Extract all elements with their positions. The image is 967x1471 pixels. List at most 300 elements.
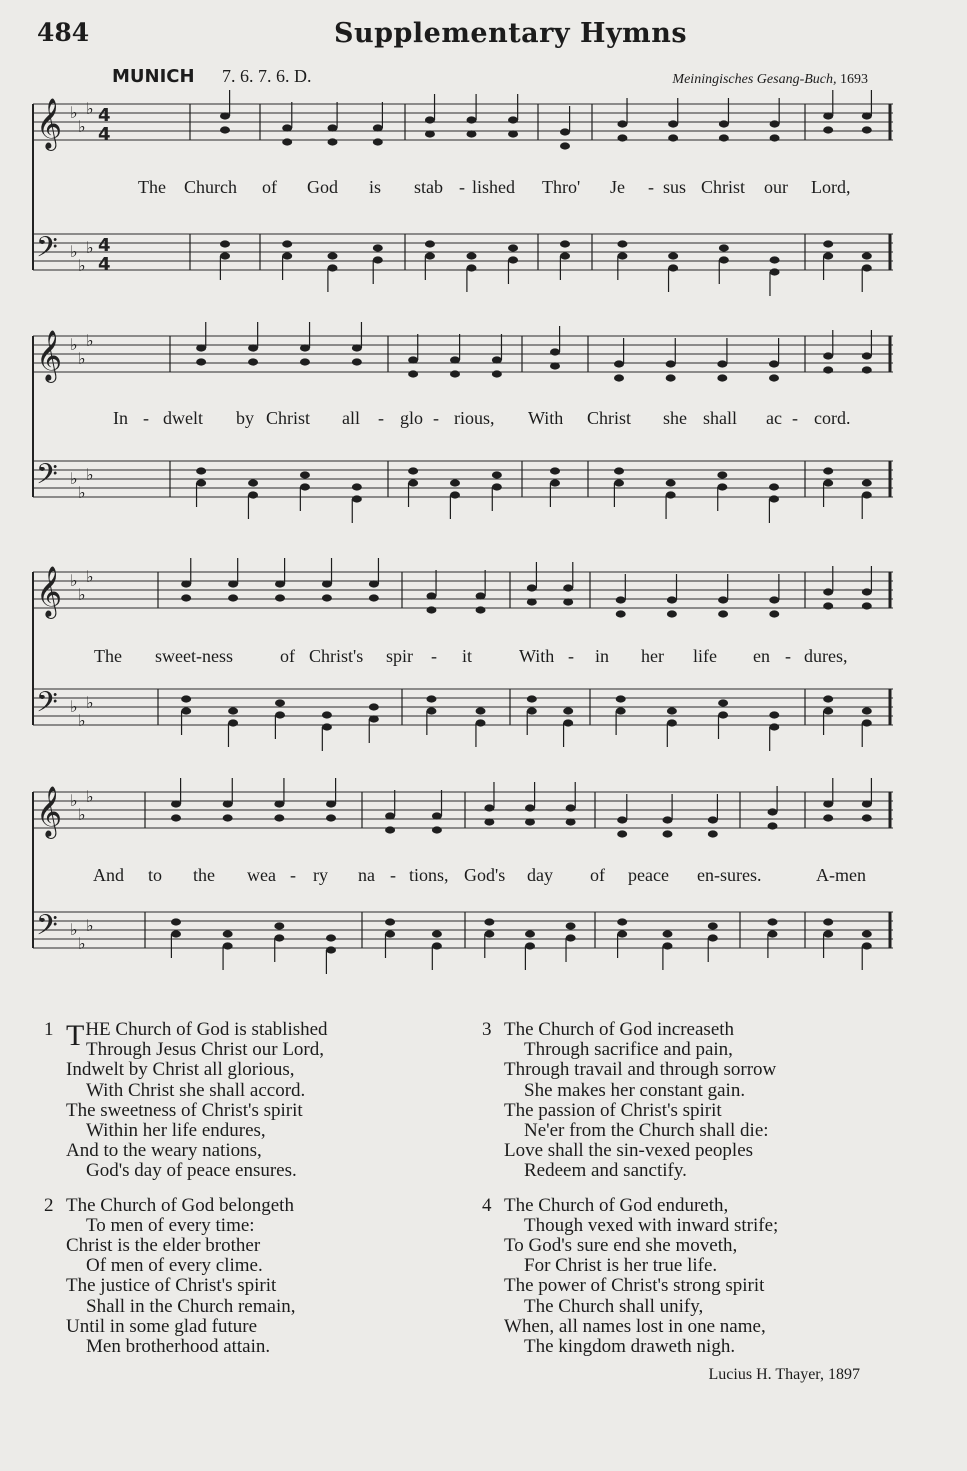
notehead	[426, 606, 436, 613]
notehead	[408, 467, 418, 474]
lyric-syllable: With	[519, 646, 555, 666]
notehead	[450, 491, 460, 498]
notehead	[425, 240, 435, 247]
flat-sign: ♭	[78, 117, 86, 136]
notehead	[220, 112, 230, 119]
notehead	[373, 138, 383, 145]
notehead	[769, 711, 779, 718]
notehead	[385, 918, 395, 925]
notehead	[770, 134, 780, 141]
verse-line: Though vexed with inward strife;	[524, 1214, 779, 1236]
notehead	[282, 252, 292, 259]
notehead	[196, 479, 206, 486]
verse-line: Ne'er from the Church shall die:	[524, 1120, 769, 1142]
verse-line: Until in some glad future	[66, 1315, 258, 1337]
lyric-hyphen: -	[143, 408, 149, 428]
notehead	[171, 800, 181, 807]
notehead	[508, 256, 518, 263]
time-signature-bottom: 4	[98, 254, 111, 275]
lyric-line-3	[0, 646, 967, 670]
flat-sign: ♭	[86, 916, 94, 935]
notehead	[322, 580, 332, 587]
verse-line: Redeem and sanctify.	[524, 1160, 687, 1182]
notehead	[228, 707, 238, 714]
notehead	[769, 610, 779, 617]
notehead	[823, 352, 833, 359]
lyric-syllable: The	[138, 177, 166, 197]
notehead	[718, 711, 728, 718]
notehead	[862, 352, 872, 359]
notehead	[171, 814, 181, 821]
notehead	[823, 707, 833, 714]
notehead	[719, 120, 729, 127]
lyric-syllable: stab	[414, 177, 443, 197]
lyric-syllable: rious,	[454, 408, 495, 428]
lyric-syllable: sweet-ness	[155, 646, 233, 666]
flat-sign: ♭	[70, 791, 78, 810]
notehead	[275, 699, 285, 706]
lyric-hyphen: -	[785, 646, 791, 666]
notehead	[768, 808, 778, 815]
notehead	[668, 252, 678, 259]
notehead	[181, 695, 191, 702]
notehead	[322, 594, 332, 601]
notehead	[228, 719, 238, 726]
notehead	[667, 610, 677, 617]
lyric-syllable: ac	[766, 408, 782, 428]
notehead	[823, 126, 833, 133]
notehead	[550, 479, 560, 486]
notehead	[484, 818, 494, 825]
notehead	[862, 112, 872, 119]
verse-2	[44, 1194, 466, 1358]
notehead	[823, 918, 833, 925]
notehead	[527, 584, 537, 591]
lyric-syllable: Christ's	[309, 646, 364, 666]
verse-line: Men brotherhood attain.	[86, 1336, 271, 1358]
notehead	[385, 812, 395, 819]
notehead	[328, 264, 338, 271]
notehead	[666, 360, 676, 367]
notehead	[484, 804, 494, 811]
notehead	[862, 800, 872, 807]
tune-source-year: 1693	[840, 72, 868, 87]
verse-line: The Church of God endureth,	[504, 1194, 729, 1216]
notehead	[373, 244, 383, 251]
verse-line: And to the weary nations,	[66, 1140, 262, 1162]
notehead	[352, 483, 362, 490]
flat-sign: ♭	[86, 567, 94, 586]
notehead	[408, 356, 418, 363]
lyric-syllable: is	[369, 177, 382, 197]
notehead	[862, 814, 872, 821]
verse-line: With Christ she shall accord.	[86, 1079, 306, 1101]
lyric-syllable: ry	[313, 865, 328, 885]
verse-line: The Church of God increaseth	[504, 1019, 735, 1040]
notehead	[560, 240, 570, 247]
author-name: Lucius H. Thayer,	[708, 1366, 824, 1383]
notehead	[862, 719, 872, 726]
notehead	[563, 707, 573, 714]
tune-meter: 7. 6. 7. 6. D.	[222, 66, 312, 86]
verse-line: Through travail and through sorrow	[504, 1059, 777, 1081]
notehead	[823, 930, 833, 937]
bass-clef: 𝄢	[36, 686, 58, 726]
lyric-line-4	[0, 865, 967, 889]
verse-line: Through sacrifice and pain,	[524, 1039, 733, 1061]
notehead	[492, 471, 502, 478]
notehead	[425, 116, 435, 123]
notehead	[369, 580, 379, 587]
notehead	[525, 818, 535, 825]
lyric-syllable: the	[193, 865, 215, 885]
notehead	[566, 922, 576, 929]
verse-line: Love shall the sin-vexed peoples	[504, 1140, 754, 1162]
flat-sign: ♭	[70, 920, 78, 939]
lyric-syllable: our	[764, 177, 788, 197]
notehead	[248, 358, 258, 365]
notehead	[432, 930, 442, 937]
notehead	[300, 483, 310, 490]
notehead	[823, 800, 833, 807]
lyric-syllable: day	[527, 865, 553, 885]
notehead	[560, 142, 570, 149]
notehead	[476, 606, 486, 613]
notehead	[616, 695, 626, 702]
notehead	[614, 479, 624, 486]
lyric-syllable: Christ	[701, 177, 746, 197]
flat-sign: ♭	[78, 934, 86, 953]
verse-line: The Church of God belongeth	[66, 1194, 294, 1216]
notehead	[196, 467, 206, 474]
notehead	[617, 252, 627, 259]
notehead	[768, 930, 778, 937]
notehead	[617, 134, 627, 141]
verse-line: God's day of peace ensures.	[86, 1160, 297, 1182]
verse-line: Through Jesus Christ our Lord,	[86, 1039, 325, 1061]
notehead	[708, 830, 718, 837]
lyric-syllable: Christ	[266, 408, 311, 428]
notehead	[663, 816, 673, 823]
notehead	[708, 816, 718, 823]
notehead	[614, 360, 624, 367]
notehead	[328, 124, 338, 131]
tune-name: MUNICH	[112, 66, 195, 87]
lyric-syllable: And	[93, 865, 124, 885]
verse-line: To men of every time:	[86, 1214, 255, 1236]
flat-sign: ♭	[86, 331, 94, 350]
notehead	[823, 814, 833, 821]
running-title: Supplementary Hymns	[334, 18, 688, 49]
notehead	[717, 374, 727, 381]
lyric-syllable: God's	[464, 865, 506, 885]
notehead	[862, 930, 872, 937]
flat-sign: ♭	[86, 787, 94, 806]
time-signature-top: 4	[98, 235, 111, 256]
notehead	[274, 934, 284, 941]
notehead	[666, 479, 676, 486]
lyric-syllable: dwelt	[163, 408, 203, 428]
notehead	[663, 930, 673, 937]
notehead	[467, 130, 477, 137]
notehead	[326, 800, 336, 807]
flat-sign: ♭	[86, 693, 94, 712]
page-number: 484	[37, 18, 90, 47]
notehead	[274, 922, 284, 929]
verse-line: Shall in the Church remain,	[86, 1295, 296, 1317]
notehead	[275, 594, 285, 601]
lyric-hyphen: -	[459, 177, 465, 197]
notehead	[560, 252, 570, 259]
verse-line: Of men of every clime.	[86, 1255, 263, 1277]
notehead	[667, 596, 677, 603]
lyric-syllable: sus	[663, 177, 687, 197]
verse-number: 1	[44, 1019, 54, 1040]
flat-sign: ♭	[70, 469, 78, 488]
notehead	[823, 240, 833, 247]
notehead	[527, 707, 537, 714]
notehead	[220, 126, 230, 133]
notehead	[666, 491, 676, 498]
notehead	[617, 816, 627, 823]
lyric-syllable: of	[280, 646, 295, 666]
notehead	[484, 918, 494, 925]
lyric-hyphen: -	[390, 865, 396, 885]
lyric-syllable: glo	[400, 408, 424, 428]
lyric-syllable: all	[342, 408, 360, 428]
flat-sign: ♭	[70, 335, 78, 354]
notehead	[769, 360, 779, 367]
notehead	[508, 130, 518, 137]
notehead	[223, 930, 233, 937]
notehead	[862, 491, 872, 498]
lyric-syllable: by	[236, 408, 254, 428]
notehead	[300, 344, 310, 351]
flat-sign: ♭	[78, 483, 86, 502]
verse-line: Indwelt by Christ all glorious,	[66, 1059, 295, 1081]
lyric-syllable: it	[462, 646, 473, 666]
notehead	[823, 588, 833, 595]
notehead	[181, 594, 191, 601]
lyric-hyphen: -	[378, 408, 384, 428]
notehead	[328, 138, 338, 145]
notehead	[476, 592, 486, 599]
notehead	[768, 918, 778, 925]
notehead	[617, 930, 627, 937]
notehead	[492, 370, 502, 377]
notehead	[563, 584, 573, 591]
notehead	[862, 264, 872, 271]
notehead	[171, 918, 181, 925]
verse-number: 4	[482, 1194, 492, 1216]
notehead	[508, 116, 518, 123]
notehead	[862, 366, 872, 373]
verse-line: The kingdom draweth nigh.	[524, 1336, 736, 1358]
notehead	[282, 124, 292, 131]
verse-line: Within her life endures,	[86, 1120, 266, 1142]
verse-line: The passion of Christ's spirit	[504, 1099, 722, 1121]
notehead	[326, 814, 336, 821]
notehead	[425, 252, 435, 259]
notehead	[385, 826, 395, 833]
lyric-syllable: God	[307, 177, 338, 197]
notehead	[823, 695, 833, 702]
notehead	[223, 942, 233, 949]
notehead	[426, 592, 436, 599]
treble-clef: 𝄞	[36, 98, 63, 149]
notehead	[668, 120, 678, 127]
notehead	[228, 580, 238, 587]
notehead	[527, 598, 537, 605]
notehead	[373, 256, 383, 263]
notehead	[484, 930, 494, 937]
lyric-syllable: peace	[628, 865, 669, 885]
time-signature-bottom: 4	[98, 124, 111, 145]
notehead	[328, 252, 338, 259]
notehead	[196, 358, 206, 365]
notehead	[220, 252, 230, 259]
notehead	[663, 942, 673, 949]
lyric-syllable: Lord,	[811, 177, 851, 197]
notehead	[300, 471, 310, 478]
notehead	[322, 711, 332, 718]
notehead	[718, 699, 728, 706]
notehead	[614, 374, 624, 381]
notehead	[274, 800, 284, 807]
verse-line: When, all names lost in one name,	[504, 1315, 766, 1337]
author-year: 1897	[828, 1366, 860, 1383]
notehead	[282, 240, 292, 247]
flat-sign: ♭	[70, 571, 78, 590]
notehead	[450, 356, 460, 363]
notehead	[770, 256, 780, 263]
notehead	[823, 479, 833, 486]
notehead	[560, 128, 570, 135]
lyric-syllable: Church	[184, 177, 237, 197]
flat-sign: ♭	[78, 585, 86, 604]
verse-line: The sweetness of Christ's spirit	[66, 1099, 303, 1121]
verse-line-text: HE Church of God is stablished	[85, 1019, 328, 1040]
notehead	[566, 804, 576, 811]
verse-line: To God's sure end she moveth,	[504, 1235, 738, 1257]
lyric-syllable: The	[94, 646, 122, 666]
lyric-syllable: In	[113, 408, 128, 428]
flat-sign: ♭	[78, 349, 86, 368]
notehead	[300, 358, 310, 365]
notehead	[769, 495, 779, 502]
verse-4	[482, 1194, 884, 1358]
notehead	[322, 723, 332, 730]
tune-source-name: Meiningisches Gesang-Buch,	[672, 72, 837, 87]
notehead	[617, 918, 627, 925]
notehead	[862, 588, 872, 595]
bass-clef: 𝄢	[36, 909, 58, 949]
notehead	[525, 930, 535, 937]
notehead	[708, 922, 718, 929]
notehead	[616, 596, 626, 603]
notehead	[181, 707, 191, 714]
notehead	[769, 483, 779, 490]
notehead	[275, 711, 285, 718]
notehead	[708, 934, 718, 941]
notehead	[220, 240, 230, 247]
lyric-syllable: life	[693, 646, 717, 666]
notehead	[862, 252, 872, 259]
notehead	[823, 112, 833, 119]
notehead	[525, 942, 535, 949]
notehead	[274, 814, 284, 821]
notehead	[248, 491, 258, 498]
notehead	[228, 594, 238, 601]
notehead	[717, 471, 727, 478]
lyric-syllable: tions,	[409, 865, 449, 885]
bass-clef: 𝄢	[36, 458, 58, 498]
notehead	[719, 134, 729, 141]
notehead	[373, 124, 383, 131]
notehead	[550, 467, 560, 474]
notehead	[450, 370, 460, 377]
verse-line: The justice of Christ's spirit	[66, 1275, 277, 1297]
notehead	[525, 804, 535, 811]
lyric-hyphen: -	[568, 646, 574, 666]
notehead	[550, 348, 560, 355]
notehead	[718, 610, 728, 617]
notehead	[823, 602, 833, 609]
notehead	[617, 830, 627, 837]
verse-number: 2	[44, 1194, 54, 1216]
notehead	[617, 120, 627, 127]
lyric-syllable: en-sures.	[697, 865, 762, 885]
notehead	[862, 126, 872, 133]
flat-sign: ♭	[70, 697, 78, 716]
notehead	[369, 715, 379, 722]
verse-1	[44, 1019, 466, 1182]
notehead	[616, 707, 626, 714]
verses-right-column	[482, 1019, 884, 1371]
lyric-syllable: dures,	[804, 646, 848, 666]
notehead	[432, 812, 442, 819]
notehead	[450, 479, 460, 486]
notehead	[668, 134, 678, 141]
flat-sign: ♭	[70, 242, 78, 261]
treble-clef: 𝄞	[36, 566, 63, 617]
notehead	[769, 723, 779, 730]
notehead	[171, 930, 181, 937]
notehead	[352, 358, 362, 365]
lyric-syllable: of	[262, 177, 277, 197]
notehead	[408, 479, 418, 486]
notehead	[492, 483, 502, 490]
notehead	[769, 374, 779, 381]
flat-sign: ♭	[78, 256, 86, 275]
lyric-syllable: A-men	[816, 865, 866, 885]
notehead	[369, 594, 379, 601]
notehead	[432, 826, 442, 833]
verses-left-column	[44, 1019, 466, 1371]
lyric-hyphen: -	[648, 177, 654, 197]
notehead	[369, 703, 379, 710]
notehead	[566, 934, 576, 941]
notehead	[566, 818, 576, 825]
lyric-syllable: her	[641, 646, 664, 666]
flat-sign: ♭	[86, 238, 94, 257]
author-credit	[709, 1366, 860, 1384]
flat-sign: ♭	[86, 99, 94, 118]
notehead	[667, 707, 677, 714]
notehead	[862, 479, 872, 486]
time-signature-top: 4	[98, 105, 111, 126]
lyric-syllable: spir	[386, 646, 413, 666]
